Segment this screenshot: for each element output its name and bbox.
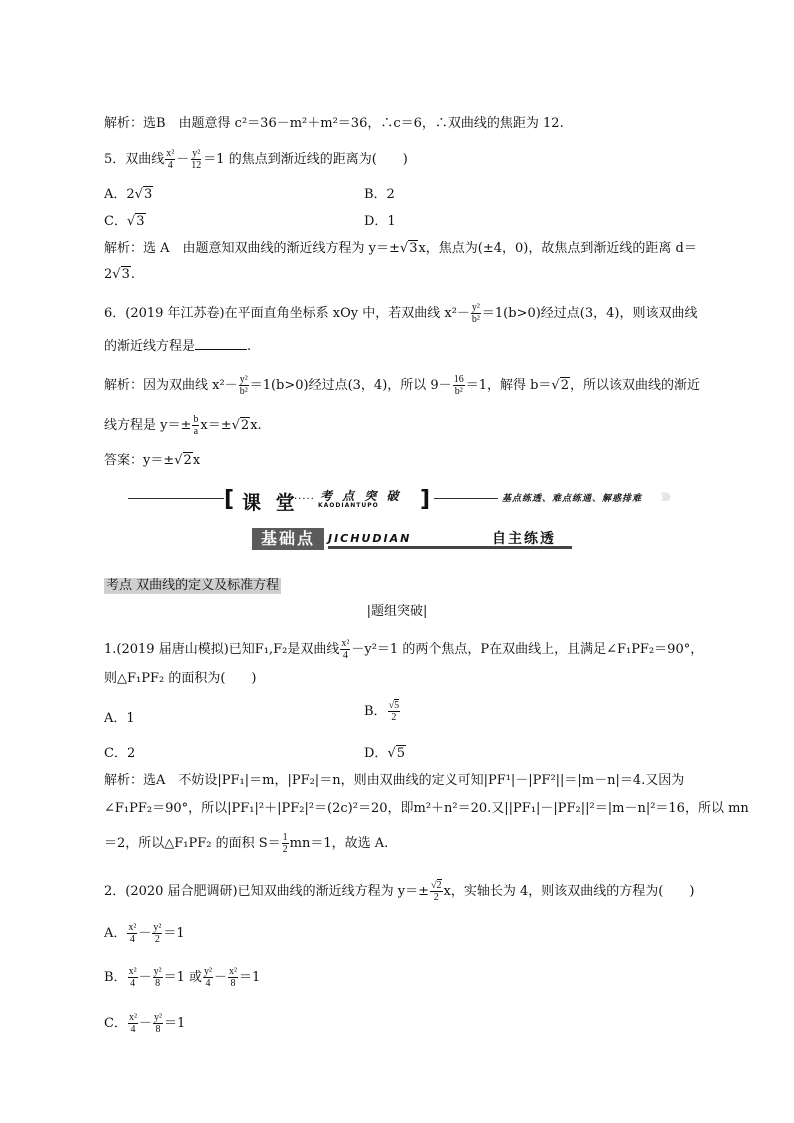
q5-option-a: A．2√3 [104, 187, 153, 202]
fraction: $\frac{\text{y²}}{12}$ [191, 148, 202, 171]
sub-banner-pinyin: JICHUDIAN [328, 532, 412, 545]
sub-banner-right: 自主练透 [492, 531, 556, 547]
q5-pre: 5．双曲线 [104, 152, 165, 167]
problem-1-line-1: 1.(2019 届唐山模拟)已知F₁,F₂是双曲线 $\frac{\text{x²}}{4}$ －y²＝1 的两个焦点，P在双曲线上，且满足∠F₁PF₂＝90°， [104, 638, 704, 661]
p1-solution-2: ∠F₁PF₂＝90°，所以|PF₁|²＋|PF₂|²＝(2c)²＝20，即m²＋n²＝20.又||PF₁|－|PF₂||²＝|m－n|²＝16，所以 mn [104, 801, 749, 816]
q4-solution-line: 解析：选B 由题意得 c²＝36－m²＋m²＝36，∴c＝6，∴双曲线的焦距为 12. [104, 116, 564, 131]
p1-option-b: B． $\frac{√5}{2}$ [364, 700, 400, 723]
banner-class-word: 课 堂 [242, 492, 299, 514]
banner-bracket-left: [ [224, 487, 235, 512]
p1-solution-3: ＝2，所以△F₁PF₂ 的面积 S＝ $\frac{1}{2}$ mn＝1，故选 A. [104, 832, 389, 855]
p2-option-c: C． $\frac{\text{x²}}{4}$ － $\frac{\text{y²}}{8}$ ＝1 [104, 1012, 186, 1035]
banner-line-left [128, 498, 224, 499]
banner-bracket-right: ] [420, 487, 431, 512]
q6-answer: 答案：y＝±√2x [104, 453, 201, 468]
q5-post: ＝1 的焦点到渐近线的距离为( ) [203, 152, 408, 167]
minus: － [176, 152, 190, 167]
p1-option-d: D．√5 [364, 746, 406, 761]
q5-option-d: D．1 [364, 214, 396, 229]
p1-option-c: C．2 [104, 746, 136, 761]
sub-banner [252, 528, 572, 550]
q6-solution-2: 线方程是 y＝± $\frac{b}{a}$ x＝±√2x. [104, 414, 262, 437]
answer-blank [195, 349, 247, 350]
banner-line-right [434, 498, 498, 499]
chevrons-icon: 》》》 [661, 493, 674, 503]
question-6-line-2: 的渐近线方程是 . [104, 339, 252, 354]
p1-option-a: A．1 [104, 711, 135, 726]
problem-1-line-2: 则△F₁PF₂ 的面积为( ) [104, 671, 257, 686]
banner-pinyin: KAODIANTUPO [318, 502, 379, 509]
problem-2-line-1: 2．(2020 届合肥调研)已知双曲线的渐近线方程为 y＝± $\frac{√2}{2}$ x，实轴长为 4，则该双曲线的方程为( ) [104, 880, 695, 903]
q5-option-c: C．√3 [104, 214, 145, 229]
p1-solution-1: 解析：选A 不妨设|PF₁|＝m，|PF₂|＝n，则由双曲线的定义可知|PF¹|－|PF²||＝|m－n|＝4.又因为 [104, 773, 685, 788]
tizu-tupo: |题组突破| [366, 604, 428, 619]
sub-banner-box: 基础点 [252, 528, 324, 550]
fraction: $\frac{\text{x²}}{4}$ [166, 148, 175, 171]
section-banner [128, 486, 690, 512]
banner-dots: ····· [294, 494, 315, 505]
question-6-line-1: 6．(2019 年江苏卷)在平面直角坐标系 xOy 中，若双曲线 x²－ $\frac{\text{y²}}{\text{b²}}$ ＝1(b>0)经过点(3，4)，则该双曲线 [104, 302, 698, 325]
q5-solution-1: 解析：选 A 由题意知双曲线的渐近线方程为 y＝±√3x，焦点为(±4，0)，故焦点到渐近线的距离 d＝ [104, 241, 697, 256]
p2-option-a: A． $\frac{\text{x²}}{4}$ － $\frac{\text{y²}}{2}$ ＝1 [104, 922, 185, 945]
q6-solution-1: 解析：因为双曲线 x²－ $\frac{\text{y²}}{\text{b²}}$ ＝1(b>0)经过点(3，4)，所以 9－ $\frac{16}{\text{b²}}$ ＝1，解得 b＝√2，所以该双曲线的渐近 [104, 374, 701, 397]
q5-solution-2: 2√3. [104, 267, 135, 282]
kaodian-heading: 考点 双曲线的定义及标准方程 [106, 578, 280, 593]
p2-option-b: B． $\frac{\text{x²}}{4}$ － $\frac{\text{y²}}{8}$ ＝1 或 $\frac{\text{y²}}{4}$ － $\frac{\text{x²}}{8}$ ＝1 [104, 966, 261, 989]
q5-option-b: B．2 [364, 187, 395, 202]
banner-tagline: 基点练透、难点练通、解惑排难 [502, 494, 643, 504]
banner-kaodian-tupo: 考 点 突 破 [320, 489, 402, 503]
question-5 [104, 148, 408, 171]
